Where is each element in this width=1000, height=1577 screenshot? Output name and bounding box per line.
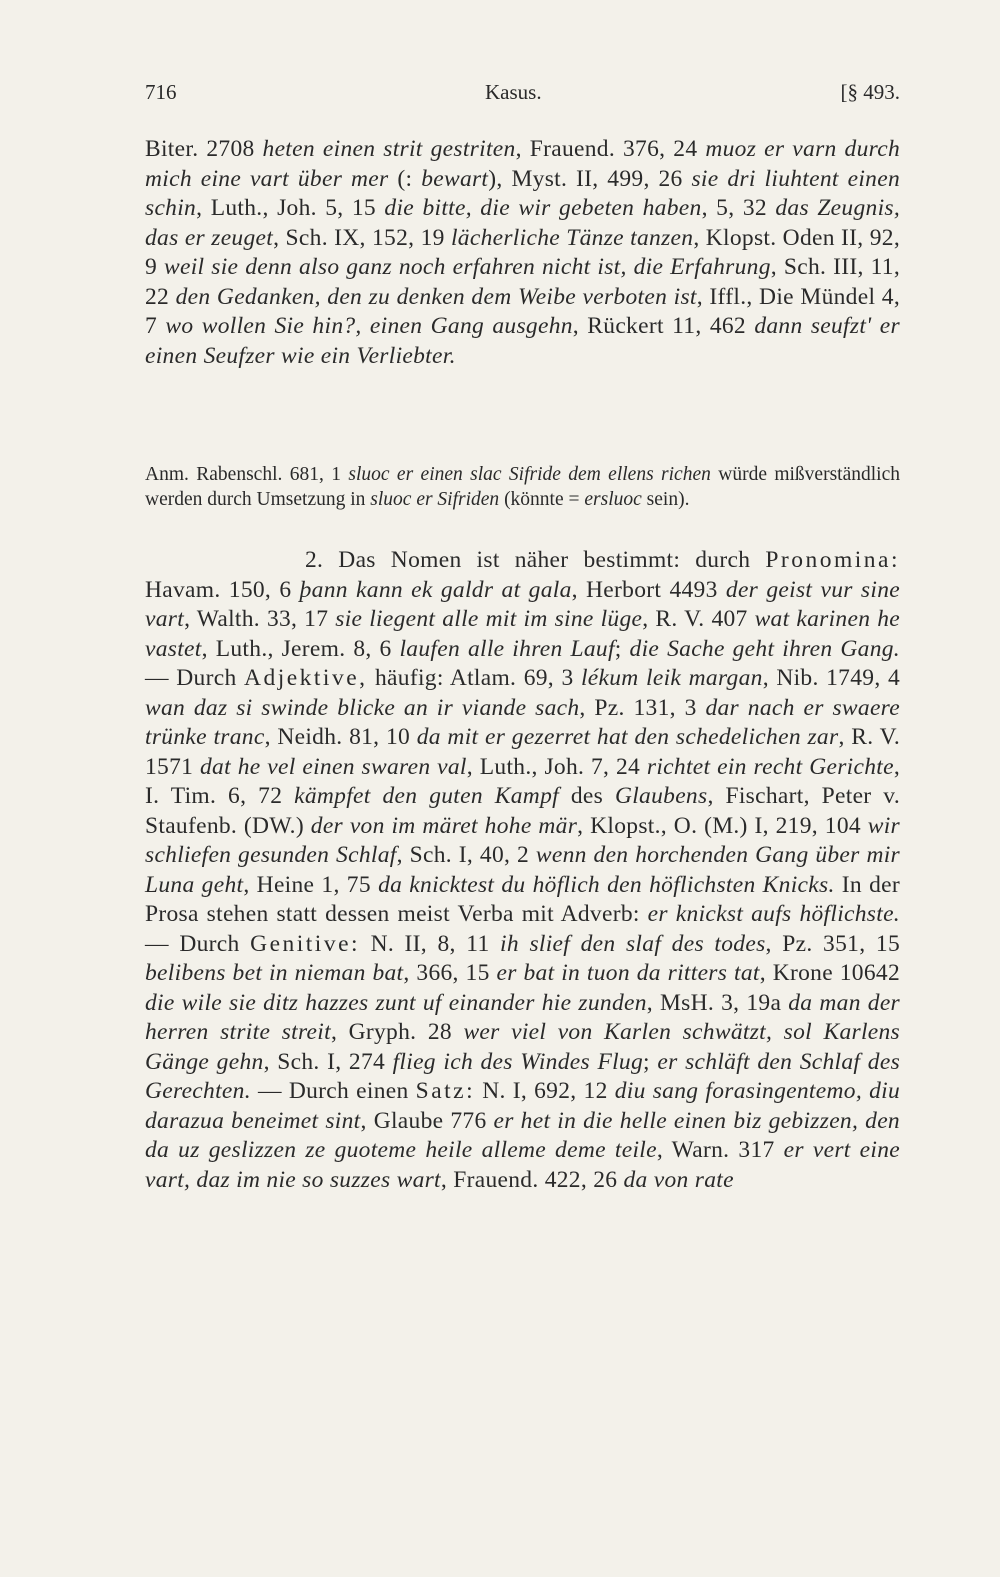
spaced-term: Pronomina: (765, 547, 900, 573)
reference-text: , 5, 32 (701, 195, 776, 221)
citation-text: er vert eine vart, daz im nie so suzzes wart (145, 1137, 900, 1193)
citation-text: wo wollen Sie hin?, einen Gang ausgehn (165, 313, 573, 339)
citation-text: er knickst aufs höflichste. (647, 901, 900, 927)
reference-text: — Durch (145, 665, 244, 691)
reference-text: 2. Das Nomen ist näher bestimmt: durch (305, 547, 766, 573)
citation-text: ersluoc (584, 489, 642, 510)
citation-text: sluoc er Sifriden (370, 489, 500, 510)
note-label: Anm. (145, 464, 189, 485)
citation-text: þann kann ek galdr at gala (299, 576, 572, 603)
citation-text: laufen alle ihren Lauf (399, 635, 615, 662)
reference-text: , Pz. 351, 15 (765, 930, 901, 957)
citation-text: er bat in tuon da ritters tat (496, 960, 760, 986)
reference-text: , Luth., Joh. 7, 24 (466, 753, 647, 780)
reference-text: Biter. 2708 (145, 136, 263, 162)
reference-text: , Glaube 776 (360, 1107, 494, 1134)
citation-text: sie dri liuhtent einen schin (145, 165, 900, 221)
citation-text: wat karinen he vastet (145, 606, 900, 662)
reference-text: (: (388, 165, 422, 192)
reference-text: würde mißverständlich werden durch Umsetzung in (145, 464, 900, 510)
reference-text: sein). (641, 489, 690, 510)
reference-text: , Frauend. 376, 24 (515, 136, 706, 162)
citation-text: der von im märet hohe mär (310, 812, 578, 839)
reference-text: , Sch. I, 274 (263, 1048, 393, 1075)
citation-text: wenn den horchenden Gang über mir Luna geht (145, 842, 900, 898)
citation-text: den Gedanken, den zu denken dem Weibe verboten ist (175, 283, 697, 310)
reference-text: — Durch (145, 930, 251, 957)
reference-text: , Nib. 1749, 4 (762, 665, 901, 691)
citation-text: da mit er gezerret hat den schedelichen zar (416, 724, 839, 750)
reference-text: , Neidh. 81, 10 (264, 724, 417, 750)
spaced-term: Satz: (415, 1078, 476, 1104)
reference-text: (könnte = (499, 489, 585, 510)
citation-text: die bitte, die wir gebeten haben (384, 195, 702, 221)
paragraph-1 (145, 135, 900, 371)
reference-text: , Klopst. Oden II, 92, 9 (145, 224, 901, 280)
running-header (145, 80, 900, 116)
reference-text: , Iffl., Die Mündel 4, 7 (145, 283, 901, 339)
reference-text: , Sch. IX, 152, 19 (273, 224, 451, 251)
citation-text: er schläft den Schlaf des Gerechten. (145, 1048, 901, 1104)
reference-text: , 366, 15 (403, 960, 497, 986)
annotation-note (145, 462, 900, 512)
reference-text: In der Prosa stehen statt dessen meist Verba mit Adverb: (145, 871, 901, 927)
section-marker: [§ 493. (840, 80, 900, 104)
citation-text: wer viel von Karlen schwätzt, sol Karlens Gänge gehn (145, 1019, 900, 1075)
citation-text: belibens bet in nieman bat (145, 960, 404, 986)
citation-text: bewart (421, 165, 489, 192)
citation-text: sie liegent alle mit im sine lüge (335, 606, 643, 632)
reference-text: , Luth., Joh. 5, 15 (196, 195, 385, 221)
reference-text: , Klopst., O. (M.) I, 219, 104 (577, 812, 868, 839)
citation-text: lächerliche Tänze tanzen (450, 224, 694, 251)
spaced-term: Genitive: (250, 930, 361, 957)
reference-text: , R. V. 1571 (145, 724, 900, 780)
citation-text: dat he vel einen swaren val (200, 753, 467, 780)
citation-text: flieg ich des Windes Flug (392, 1048, 644, 1075)
citation-text: da man der herren strite streit (145, 989, 900, 1045)
citation-text: richtet ein recht Gerichte (646, 753, 894, 780)
reference-text: N. II, 8, 11 (360, 930, 501, 957)
citation-text: wir schliefen gesunden Schlaf (145, 812, 900, 868)
citation-text: weil sie denn also ganz noch erfahren nicht ist, die Erfahrung (163, 254, 771, 280)
citation-text: lékum leik margan (580, 665, 763, 691)
reference-text: ; (614, 635, 630, 662)
citation-text: diu sang forasingentemo, diu darazua beneimet sint (145, 1078, 901, 1134)
reference-text: Havam. 150, 6 (145, 576, 300, 603)
reference-text: , Pz. 131, 3 (579, 694, 706, 721)
reference-text: , Fischart, Peter v. Staufenb. (DW.) (145, 783, 901, 839)
spaced-term: Adjektive, (243, 665, 368, 691)
note-body (145, 464, 900, 510)
running-title: Kasus. (485, 80, 542, 104)
reference-text: häufig: Atlam. 69, 3 (367, 665, 581, 691)
citation-text: sluoc er einen slac Sifride dem ellens richen (348, 464, 711, 485)
citation-text: das Zeugnis, das er zeuget (145, 195, 901, 251)
reference-text: ), Myst. II, 499, 26 (488, 165, 692, 192)
citation-text: da von rate (623, 1166, 734, 1193)
citation-text: wan daz si swinde blicke an ir viande sach (145, 694, 580, 721)
citation-text: da knicktest du höflich den höflichsten Knicks. (378, 871, 835, 898)
citation-text: ih slief den slaf des todes (500, 930, 766, 957)
reference-text: , Herbort 4493 (571, 576, 726, 603)
reference-text: , Gryph. 28 (330, 1019, 464, 1045)
reference-text: — Durch einen (250, 1078, 416, 1104)
reference-text: , MsH. 3, 19a (646, 989, 789, 1016)
reference-text: des (558, 783, 615, 809)
reference-text: , Rückert 11, 462 (572, 313, 755, 339)
citation-text: dar nach er swaere trünke tranc (145, 694, 900, 750)
citation-text: die wile sie ditz hazzes zunt uf einander hie zunden (145, 989, 647, 1016)
reference-text: Rabenschl. 681, 1 (188, 464, 349, 485)
citation-text: der geist vur sine vart (145, 576, 900, 632)
citation-text: heten einen strit gestriten (262, 136, 516, 162)
citation-text: dann seufzt' er einen Seufzer wie ein Verliebter. (145, 313, 900, 369)
reference-text: , Sch. III, 11, 22 (145, 254, 901, 310)
reference-text: ; (643, 1048, 658, 1075)
citation-text: kämpfet den guten Kampf (294, 783, 559, 809)
reference-text: , Sch. I, 40, 2 (396, 842, 536, 868)
reference-text: , I. Tim. 6, 72 (145, 753, 901, 809)
reference-text: , Frauend. 422, 26 (440, 1166, 624, 1193)
paragraph-2 (145, 546, 900, 1195)
citation-text: die Sache geht ihren Gang. (629, 635, 900, 662)
citation-text: muoz er varn durch mich eine vart über mer (145, 136, 901, 192)
citation-text: er het in die helle einen biz gebizzen, den da uz geslizzen ze guoteme heile alleme deme teile (145, 1107, 900, 1163)
reference-text: N. I, 692, 12 (475, 1078, 615, 1104)
reference-text: , Krone 10642 (759, 960, 901, 986)
reference-text: , R. V. 407 (642, 606, 755, 632)
reference-text: , Luth., Jerem. 8, 6 (201, 635, 400, 662)
reference-text: , Warn. 317 (656, 1137, 784, 1163)
reference-text: , Walth. 33, 17 (184, 606, 336, 632)
reference-text: , Heine 1, 75 (243, 871, 379, 898)
page-number: 716 (145, 80, 177, 104)
citation-text: Glaubens (614, 783, 708, 809)
